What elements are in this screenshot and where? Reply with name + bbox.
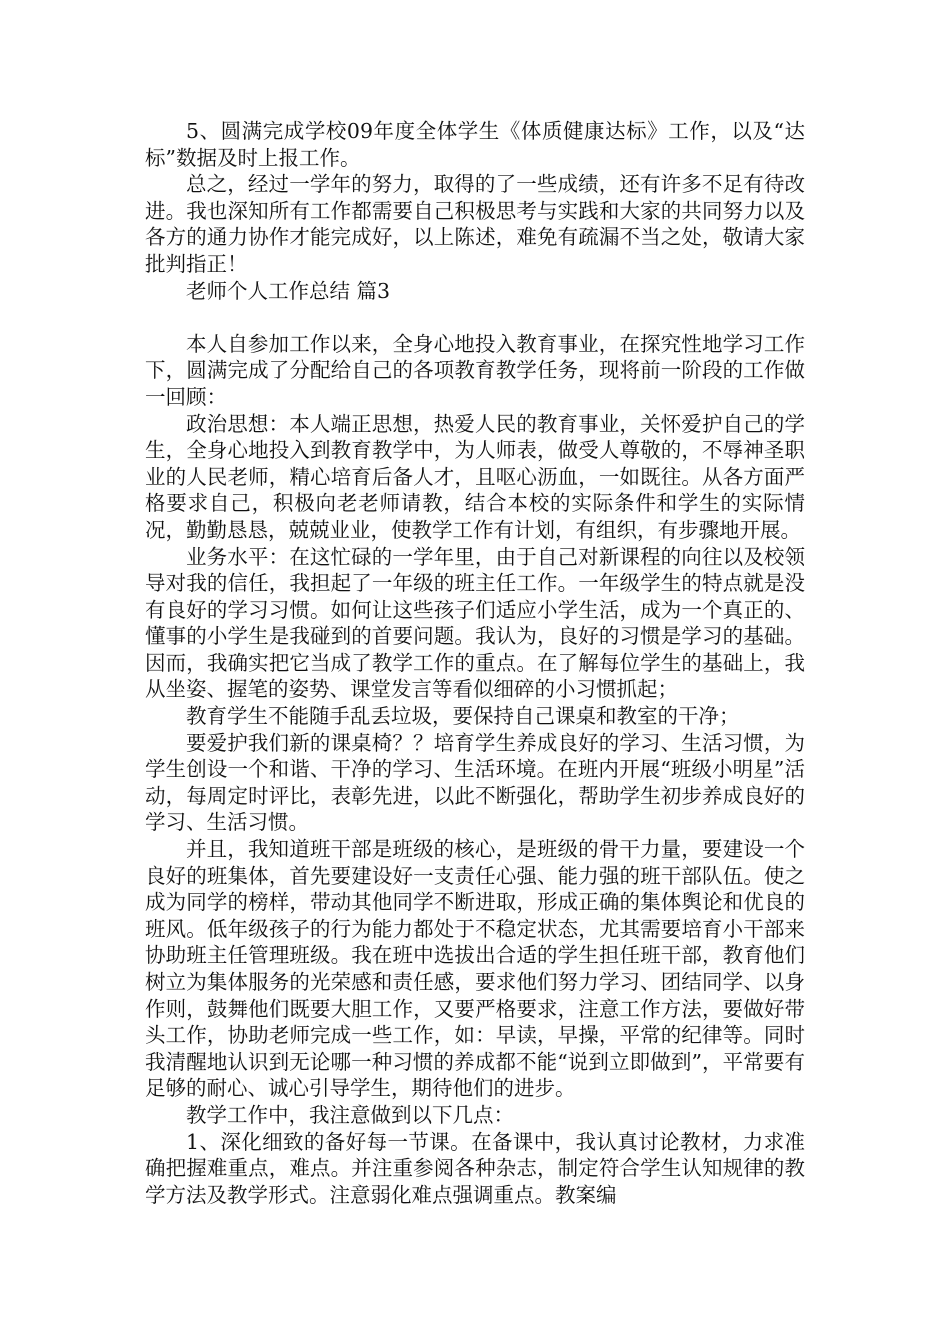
paragraph-conclusion: 总之，经过一学年的努力，取得的了一些成绩，还有许多不足有待改进。我也深知所有工作都需要自己积极思考与实践和大家的共同努力以及各方的通力协作才能完成好，以上陈述，难免有疏漏不当之处，敬请大家批判指正！ xyxy=(145,172,805,276)
paragraph-teaching-points: 教学工作中，我注意做到以下几点： xyxy=(186,1102,514,1127)
document-body xyxy=(145,118,805,1208)
section-title: 老师个人工作总结 篇3 xyxy=(186,278,391,303)
paragraph-politics: 政治思想：本人端正思想，热爱人民的教育事业，关怀爱护自己的学生，全身心地投入到教育教学中，为人师表，做受人尊敬的，不辱神圣职业的人民老师，精心培育后备人才，且呕心沥血，一如既往。从各方面严格要求自己，积极向老老师请教，结合本校的实际条件和学生的实际情况，勤勤恳恳，兢兢业业，使教学工作有计划，有组织，有步骤地开展。 xyxy=(145,411,805,542)
paragraph-business: 业务水平：在这忙碌的一学年里，由于自己对新课程的向往以及校领导对我的信任，我担起了一年级的班主任工作。一年级学生的特点就是没有良好的学习习惯。如何让这些孩子们适应小学生活，成为一个真正的、懂事的小学生是我碰到的首要问题。我认为，良好的习惯是学习的基础。因而，我确实把它当成了教学工作的重点。在了解每位学生的基础上，我从坐姿、握笔的姿势、课堂发言等看似细碎的小习惯抓起； xyxy=(145,544,805,702)
paragraph-intro: 本人自参加工作以来，全身心地投入教育事业，在探究性地学习工作下，圆满完成了分配给自己的各项教育教学任务，现将前一阶段的工作做一回顾： xyxy=(145,331,805,409)
paragraph-class-cadres: 并且，我知道班干部是班级的核心，是班级的骨干力量，要建设一个良好的班集体，首先要建设好一支责任心强、能力强的班干部队伍。使之成为同学的榜样，带动其他同学不断进取，形成正确的集体舆论和优良的班风。低年级孩子的行为能力都处于不稳定状态，尤其需要培育小干部来协助班主任管理班级。我在班中选拔出合适的学生担任班干部，教育他们树立为集体服务的光荣感和责任感，要求他们努力学习、团结同学、以身作则，鼓舞他们既要大胆工作，又要严格要求，注意工作方法，要做好带头工作，协助老师完成一些工作，如：早读，早操，平常的纪律等。同时我清醒地认识到无论哪一种习惯的养成都不能“说到立即做到”，平常要有足够的耐心、诚心引导学生，期待他们的进步。 xyxy=(145,837,805,1101)
blank-line xyxy=(145,304,805,331)
paragraph-lesson-prep: 1、深化细致的备好每一节课。在备课中，我认真讨论教材，力求准确把握难重点，难点。并注重参阅各种杂志，制定符合学生认知规律的教学方法及教学形式。注意弱化难点强调重点。教案编 xyxy=(145,1129,805,1207)
paragraph-habits: 要爱护我们新的课桌椅？？培育学生养成良好的学习、生活习惯，为学生创设一个和谐、干净的学习、生活环境。在班内开展“班级小明星”活动，每周定时评比，表彰先进，以此不断强化，帮助学生初步养成良好的学习、生活习惯。 xyxy=(145,730,805,835)
paragraph-item-5: 5、圆满完成学校09年度全体学生《体质健康达标》工作，以及“达标”数据及时上报工作。 xyxy=(145,119,805,170)
paragraph-cleanliness: 教育学生不能随手乱丢垃圾，要保持自己课桌和教室的干净； xyxy=(186,704,740,729)
